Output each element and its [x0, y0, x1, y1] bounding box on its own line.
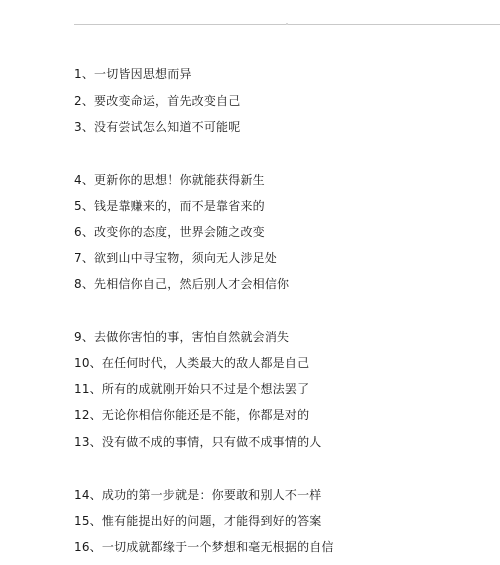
quote-number: 1 [74, 67, 82, 81]
quote-text: 没有尝试怎么知道不可能呢 [94, 120, 241, 134]
quote-number: 15 [74, 514, 90, 528]
quote-separator: 、 [89, 488, 102, 502]
quote-separator: 、 [81, 199, 95, 213]
quote-separator: 、 [81, 67, 95, 81]
quote-item-6 [74, 225, 265, 239]
quote-number: 9 [74, 330, 82, 344]
quote-text: 钱是靠赚来的，而不是靠省来的 [94, 199, 265, 213]
quote-text: 惟有能提出好的问题，才能得到好的答案 [101, 514, 322, 528]
quote-number: 5 [74, 199, 82, 213]
quote-text: 要改变命运，首先改变自己 [94, 94, 241, 108]
quote-number: 13 [74, 435, 90, 449]
quote-separator: 、 [81, 173, 95, 187]
quote-separator: 、 [81, 277, 95, 291]
quote-text: 改变你的态度，世界会随之改变 [94, 225, 265, 239]
header-rule-mark [286, 23, 288, 25]
quote-number: 11 [74, 382, 90, 396]
quote-text: 没有做不成的事情，只有做不成事情的人 [101, 435, 322, 449]
quote-number: 2 [74, 94, 82, 108]
quote-separator: 、 [81, 251, 95, 265]
quote-number: 4 [74, 173, 82, 187]
quote-item-4 [74, 173, 265, 187]
quote-item-16 [74, 540, 334, 554]
quote-separator: 、 [81, 330, 95, 344]
quote-number: 16 [74, 540, 90, 554]
quote-text: 一切成就都缘于一个梦想和毫无根据的自信 [101, 540, 334, 554]
quote-text: 更新你的思想！你就能获得新生 [94, 173, 265, 187]
quote-separator: 、 [89, 540, 102, 554]
quote-item-9 [74, 330, 289, 344]
quote-number: 6 [74, 225, 82, 239]
quote-number: 14 [74, 488, 90, 502]
quote-item-7 [74, 251, 277, 265]
quote-item-2 [74, 94, 240, 108]
quote-text: 成功的第一步就是：你要敢和别人不一样 [101, 488, 322, 502]
quote-text: 所有的成就刚开始只不过是个想法罢了 [101, 382, 310, 396]
quote-item-11 [74, 382, 309, 396]
quote-text: 先相信你自己，然后别人才会相信你 [94, 277, 290, 291]
quote-separator: 、 [81, 120, 95, 134]
quote-item-12 [74, 408, 309, 422]
quote-separator: 、 [89, 382, 102, 396]
quote-item-3 [74, 120, 240, 134]
quote-separator: 、 [89, 514, 102, 528]
quote-item-8 [74, 277, 289, 291]
quote-item-10 [74, 356, 309, 370]
quote-item-15 [74, 514, 321, 528]
quote-text: 无论你相信你能还是不能，你都是对的 [101, 408, 310, 422]
quote-separator: 、 [81, 94, 95, 108]
quote-separator: 、 [89, 435, 102, 449]
quote-number: 10 [74, 356, 90, 370]
quote-item-14 [74, 488, 321, 502]
quote-text: 欲到山中寻宝物，须向无人涉足处 [94, 251, 278, 265]
quote-item-13 [74, 435, 321, 449]
quote-number: 3 [74, 120, 82, 134]
quote-separator: 、 [89, 408, 102, 422]
quote-text: 在任何时代，人类最大的敌人都是自己 [101, 356, 310, 370]
quote-separator: 、 [89, 356, 102, 370]
quote-number: 12 [74, 408, 90, 422]
quote-text: 去做你害怕的事，害怕自然就会消失 [94, 330, 290, 344]
quote-number: 8 [74, 277, 82, 291]
quote-text: 一切皆因思想而异 [94, 67, 192, 81]
quote-item-1 [74, 67, 192, 81]
quote-item-5 [74, 199, 265, 213]
quote-number: 7 [74, 251, 82, 265]
quote-separator: 、 [81, 225, 95, 239]
